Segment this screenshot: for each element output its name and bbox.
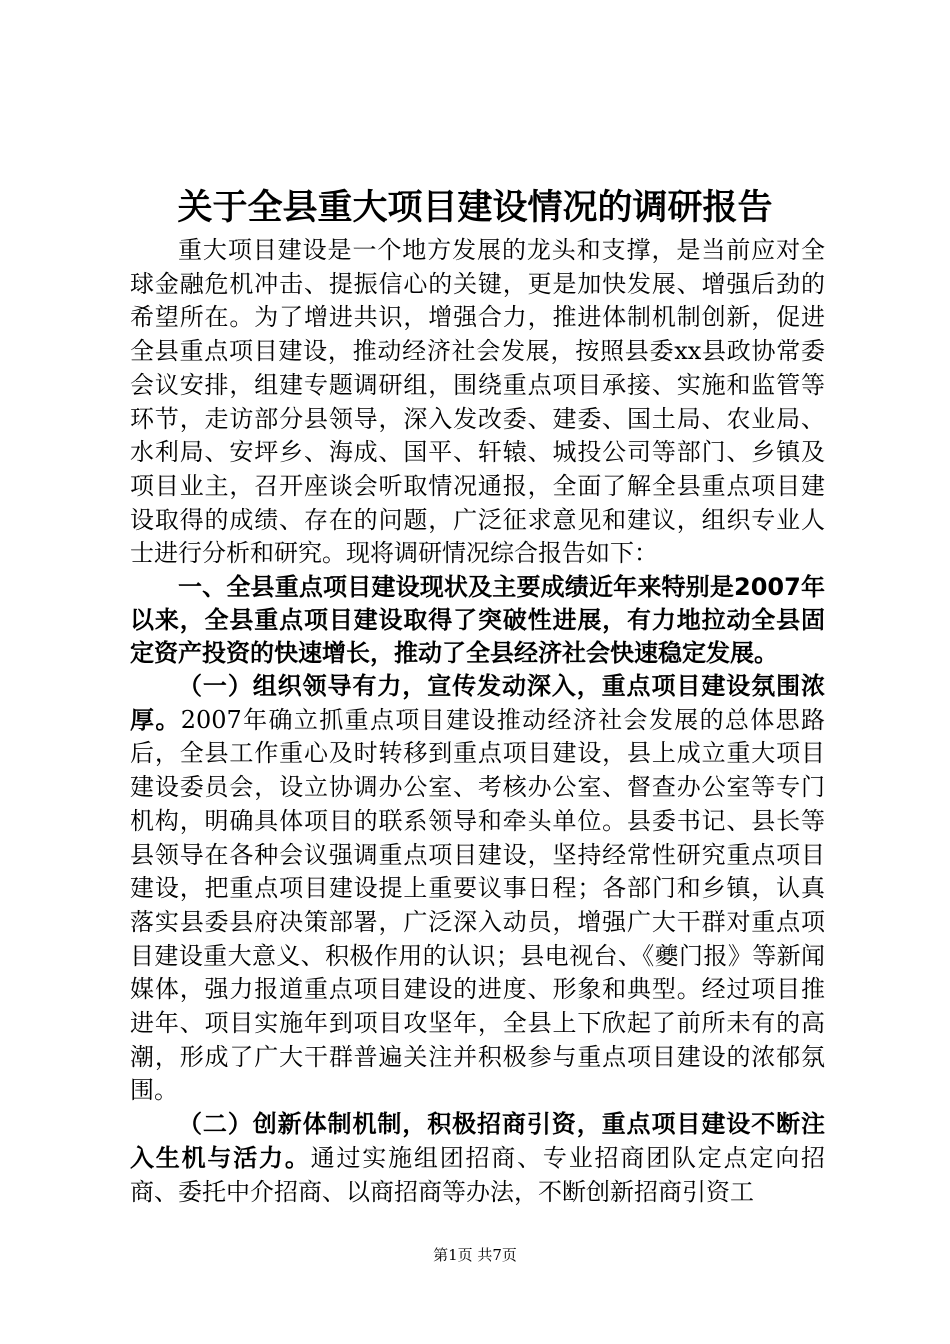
subsection-2-body: 通过实施组团招商、专业招商团队定点定向招商、委托中介招商、以商招商等办法，不断创新招商引资工 bbox=[130, 1143, 826, 1206]
section-1-paragraph: 一、全县重点项目建设现状及主要成绩近年来特别是2007年以来，全县重点项目建设取得了突破性进展，有力地拉动全县固定资产投资的快速增长，推动了全县经济社会快速稳定发展。 bbox=[130, 573, 825, 668]
subsection-1-heading: （一）组织领导有力，宣传发动深入，重点项目建设氛围浓厚。 bbox=[130, 672, 825, 734]
subsection-1-body: 2007年确立抓重点项目建设推动经济社会发展的总体思路后，全县工作重心及时转移到重点项目建设，县上成立重大项目建设委员会，设立协调办公室、考核办公室、督查办公室等专门机构，明确具体项目的联系领导和牵头单位。县委书记、县长等县领导在各种会议强调重点项目建设，坚持经常性研究重点项目建设，把重点项目建设提上重要议事日程；各部门和乡镇，认真落实县委县府决策部署，广泛深入动员，增强广大干群对重点项目建设重大意义、积极作用的认识；县电视台、《夔门报》等新闻媒体，强力报道重点项目建设的进度、形象和典型。经过项目推进年、项目实施年到项目攻坚年，全县上下欣起了前所未有的高潮，形成了广大干群普遍关注并积极参与重点项目建设的浓郁氛围。 bbox=[130, 705, 826, 1105]
subsection-1-paragraph bbox=[130, 670, 825, 1108]
subsection-2-paragraph bbox=[130, 1108, 825, 1209]
intro-paragraph: 重大项目建设是一个地方发展的龙头和支撑，是当前应对全球金融危机冲击、提振信心的关键，更是加快发展、增强后劲的希望所在。为了增进共识，增强合力，推进体制机制创新，促进全县重点项目建设，推动经济社会发展，按照县委xx县政协常委会议安排，组建专题调研组，围绕重点项目承接、实施和监管等环节，走访部分县领导，深入发改委、建委、国土局、农业局、水利局、安坪乡、海成、国平、轩辕、城投公司等部门、乡镇及项目业主，召开座谈会听取情况通报，全面了解全县重点项目建设取得的成绩、存在的问题，广泛征求意见和建议，组织专业人士进行分析和研究。现将调研情况综合报告如下： bbox=[130, 236, 825, 568]
page-footer: 第1页 共7页 bbox=[433, 1246, 517, 1264]
document-body bbox=[130, 234, 825, 1209]
document-title: 关于全县重大项目建设情况的调研报告 bbox=[177, 187, 773, 228]
subsection-2-heading: （二）创新体制机制，积极招商引资，重点项目建设不断注入生机与活力。 bbox=[130, 1110, 825, 1172]
